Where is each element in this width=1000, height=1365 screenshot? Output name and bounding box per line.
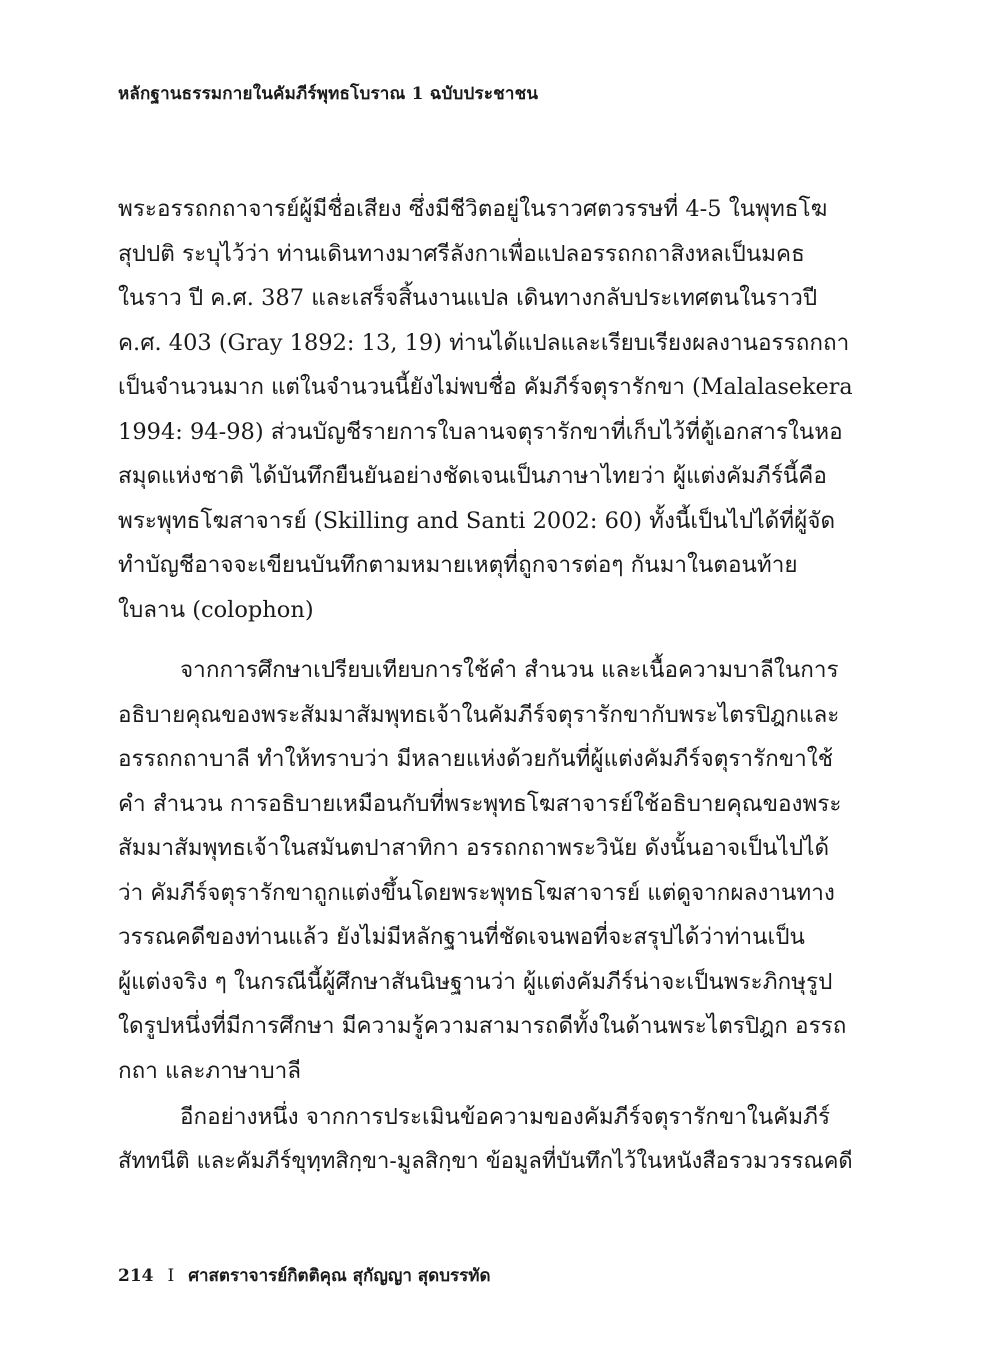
footer-author: ศาสตราจารย์กิตติคุณ สุกัญญา สุดบรรทัด (188, 1266, 491, 1286)
text-line: ในราว ปี ค.ศ. 387 และเสร็จสิ้นงานแปล เดินทางกลับประเทศตนในราวปี (118, 285, 818, 311)
footer-separator: I (167, 1266, 175, 1286)
text-line: ค.ศ. 403 (Gray 1892: 13, 19) ท่านได้แปลและเรียบเรียงผลงานอรรถกถา (118, 329, 850, 356)
text-line: อธิบายคุณของพระสัมมาสัมพุทธเจ้าในคัมภีร์จตุรารักขากับพระไตรปิฎกและ (118, 701, 840, 728)
page-footer (118, 1262, 491, 1289)
text-line: พระพุทธโฆสาจารย์ (Skilling and Santi 2002: 60) ทั้งนี้เป็นไปได้ที่ผู้จัด (118, 507, 836, 534)
text-line: สัมมาสัมพุทธเจ้าในสมันตปาสาทิกา อรรถกถาพระวินัย ดังนั้นอาจเป็นไปได้ (118, 835, 830, 861)
text-line: คำ สำนวน การอธิบายเหมือนกับที่พระพุทธโฆสาจารย์ใช้อธิบายคุณของพระ (118, 790, 842, 817)
text-line: ผู้แต่งจริง ๆ ในกรณีนี้ผู้ศึกษาสันนิษฐานว่า ผู้แต่งคัมภีร์น่าจะเป็นพระภิกษุรูป (118, 968, 833, 995)
text-line: สัททนีติ และคัมภีร์ขุทฺทสิกฺขา-มูลสิกฺขา ข้อมูลที่บันทึกไว้ในหนังสือรวมวรรณคดี (118, 1148, 853, 1174)
text-line: อีกอย่างหนึ่ง จากการประเมินข้อความของคัมภีร์จตุรารักขาในคัมภีร์ (180, 1104, 831, 1130)
text-line: ใดรูปหนึ่งที่มีการศึกษา มีความรู้ความสามารถดีทั้งในด้านพระไตรปิฎก อรรถ (118, 1013, 847, 1039)
text-line: สุปปติ ระบุไว้ว่า ท่านเดินทางมาศรีลังกาเพื่อแปลอรรถกถาสิงหลเป็นมคธ (118, 240, 805, 267)
text-line: พระอรรถกถาจารย์ผู้มีชื่อเสียง ซึ่งมีชีวิตอยู่ในราวศตวรรษที่ 4-5 ในพุทธโฆ (118, 196, 828, 222)
page-number: 214 (118, 1266, 154, 1286)
text-line: ว่า คัมภีร์จตุรารักขาถูกแต่งขึ้นโดยพระพุทธโฆสาจารย์ แต่ดูจากผลงานทาง (118, 879, 835, 906)
running-header: หลักฐานธรรมกายในคัมภีร์พุทธโบราณ 1 ฉบับประชาชน (118, 84, 539, 104)
text-line: สมุดแห่งชาติ ได้บันทึกยืนยันอย่างชัดเจนเป็นภาษาไทยว่า ผู้แต่งคัมภีร์นี้คือ (118, 463, 827, 489)
paragraph-3 (118, 1095, 853, 1184)
text-line: ทำบัญชีอาจจะเขียนบันทึกตามหมายเหตุที่ถูกจารต่อๆ กันมาในตอนท้าย (118, 552, 798, 578)
paragraph-1 (118, 187, 853, 632)
text-line: อรรถกถาบาลี ทำให้ทราบว่า มีหลายแห่งด้วยกันที่ผู้แต่งคัมภีร์จตุรารักขาใช้ (118, 746, 834, 772)
text-line: ใบลาน (colophon) (118, 596, 314, 623)
text-line: 1994: 94-98) ส่วนบัญชีรายการใบลานจตุรารักขาที่เก็บไว้ที่ตู้เอกสารในหอ (118, 418, 843, 445)
text-line: จากการศึกษาเปรียบเทียบการใช้คำ สำนวน และเนื้อความบาลีในการ (180, 657, 839, 683)
text-line: กถา และภาษาบาลี (118, 1057, 302, 1084)
text-line: เป็นจำนวนมาก แต่ในจำนวนนี้ยังไม่พบชื่อ คัมภีร์จตุรารักขา (Malalasekera (118, 374, 853, 400)
text-line: วรรณคดีของท่านแล้ว ยังไม่มีหลักฐานที่ชัดเจนพอที่จะสรุปได้ว่าท่านเป็น (118, 924, 805, 950)
paragraph-2 (118, 648, 853, 1093)
